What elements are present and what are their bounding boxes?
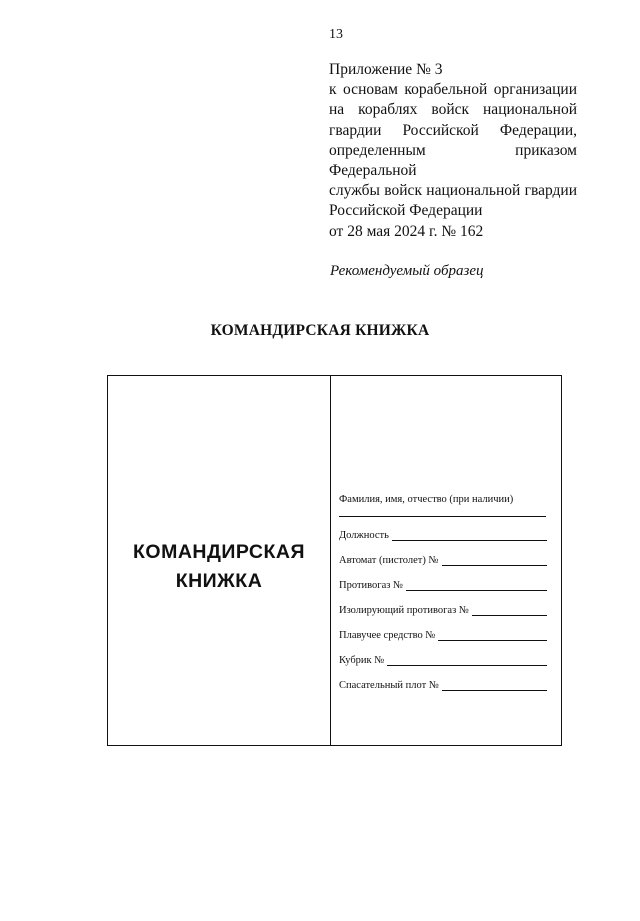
appendix-line: определенным приказом Федеральной [329,141,577,180]
isolating-gas-mask-field [339,605,547,616]
appendix-line: гвардии Российской Федерации, [329,121,577,139]
fio-fill-line [339,516,546,517]
commander-book-form [107,375,562,746]
field-label: Должность [339,530,389,541]
field-label: Плавучее средство № [339,630,436,641]
cover-title-line: КОМАНДИРСКАЯ [133,541,305,563]
field-label: Изолирующий противогаз № [339,605,469,616]
flotation-device-field [339,630,547,641]
cover-title-line: КНИЖКА [175,570,263,592]
appendix-line: службы войск национальной гвардии [329,182,577,200]
appendix-line: Российской Федерации [329,202,483,220]
appendix-header [329,60,577,242]
book-inner-page [331,376,561,745]
field-fill-line [442,556,547,566]
field-fill-line [442,681,547,691]
field-fill-line [392,531,547,541]
appendix-line: Приложение № 3 [329,61,443,78]
field-fill-line [472,606,547,616]
cover-title [108,538,330,596]
cabin-field [339,655,547,666]
field-label: Автомат (пистолет) № [339,555,439,566]
gas-mask-field [339,580,547,591]
position-field [339,530,547,541]
field-label: Спасательный плот № [339,680,439,691]
appendix-line: к основам корабельной организации [329,81,577,99]
field-fill-line [387,656,547,666]
rifle-field [339,555,547,566]
field-label: Кубрик № [339,655,385,666]
life-raft-field [339,680,547,691]
field-fill-line [406,581,547,591]
page-number: 13 [329,27,343,42]
fio-label: Фамилия, имя, отчество (при наличии) [339,494,514,505]
appendix-line: на кораблях войск национальной [329,101,577,119]
appendix-line: от 28 мая 2024 г. № 162 [329,222,484,240]
field-fill-line [438,631,547,641]
sample-note: Рекомендуемый образец [330,263,484,279]
book-cover [108,376,331,745]
field-label: Противогаз № [339,580,404,591]
document-title: КОМАНДИРСКАЯ КНИЖКА [210,322,430,339]
